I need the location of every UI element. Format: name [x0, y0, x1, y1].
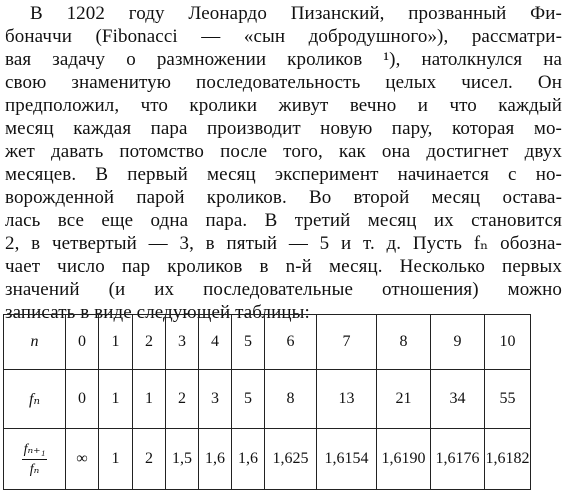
table-cell: 34: [431, 370, 485, 429]
paragraph-line: жет давать потомство после того, как она достигнет двух: [5, 141, 562, 162]
paragraph-line: 2, в четвертый — 3, в пятый — 5 и т. д. Пусть fₙ обозна-: [5, 233, 562, 254]
paragraph-line: В 1202 году Леонардо Пизанский, прозванный Фи-: [30, 3, 562, 24]
table-cell: 1: [99, 429, 133, 490]
ratio-numerator: fₙ₊₁: [22, 441, 48, 460]
table-cell: 8: [377, 315, 431, 370]
fibonacci-table: [3, 314, 531, 490]
table-cell: 1: [133, 370, 166, 429]
table-row-ratio: [4, 429, 531, 490]
paragraph-line: предположил, что кролики живут вечно и что каждый: [5, 95, 562, 116]
table-row-n: [4, 315, 531, 370]
table-cell: 2: [133, 315, 166, 370]
ratio-fraction: [22, 441, 48, 478]
ratio-denominator: fₙ: [29, 461, 40, 477]
table-cell: 13: [317, 370, 377, 429]
row-label-n: n: [4, 315, 66, 370]
paragraph-line: чает число пар кроликов в n-й месяц. Несколько первых: [5, 256, 562, 277]
table-cell: 9: [431, 315, 485, 370]
paragraph-line: месяцев. В первый месяц эксперимент начинается с но-: [5, 164, 562, 185]
table-cell: 6: [265, 315, 317, 370]
table-cell: 1,6176: [431, 429, 485, 490]
table-cell: 21: [377, 370, 431, 429]
row-label-ratio: [4, 429, 66, 490]
table-cell: 2: [166, 370, 199, 429]
table-row-fn: [4, 370, 531, 429]
paragraph-line: записать в виде следующей таблицы:: [5, 302, 310, 323]
table-cell: 3: [166, 315, 199, 370]
paragraph-line: значений (и их последовательные отношения) можно: [5, 279, 562, 300]
table-cell: 5: [232, 315, 265, 370]
table-cell: 7: [317, 315, 377, 370]
table-cell: 1,5: [166, 429, 199, 490]
table-cell: 3: [199, 370, 232, 429]
table-cell: 1,6: [232, 429, 265, 490]
paragraph-line: боначчи (Fibonacci — «сын добродушного»), рассматри-: [5, 26, 562, 47]
table-cell: 1,6182: [485, 429, 531, 490]
table-cell: 8: [265, 370, 317, 429]
table-cell: 0: [66, 370, 99, 429]
paragraph-line: свою знаменитую последовательность целых чисел. Он: [5, 72, 562, 93]
table-cell: 2: [133, 429, 166, 490]
table-cell: 55: [485, 370, 531, 429]
table-cell: 1,6190: [377, 429, 431, 490]
paragraph-line: лась все еще одна пара. В третий месяц их становится: [5, 210, 562, 231]
table-cell: 5: [232, 370, 265, 429]
table-cell: 1,6: [199, 429, 232, 490]
table-cell: 1,625: [265, 429, 317, 490]
row-label-fn: fₙ: [4, 370, 66, 429]
table-cell: 1,6154: [317, 429, 377, 490]
table-cell: 0: [66, 315, 99, 370]
paragraph-line: вая задачу о размножении кроликов ¹), натолкнулся на: [5, 49, 562, 70]
table-cell: 1: [99, 370, 133, 429]
table-cell: 1: [99, 315, 133, 370]
table-cell: 4: [199, 315, 232, 370]
paragraph-line: месяц каждая пара производит новую пару, которая мо-: [5, 118, 562, 139]
table-cell: ∞: [66, 429, 99, 490]
paragraph-line: ворожденной парой кроликов. Во второй месяц остава-: [5, 187, 562, 208]
table-cell: 10: [485, 315, 531, 370]
